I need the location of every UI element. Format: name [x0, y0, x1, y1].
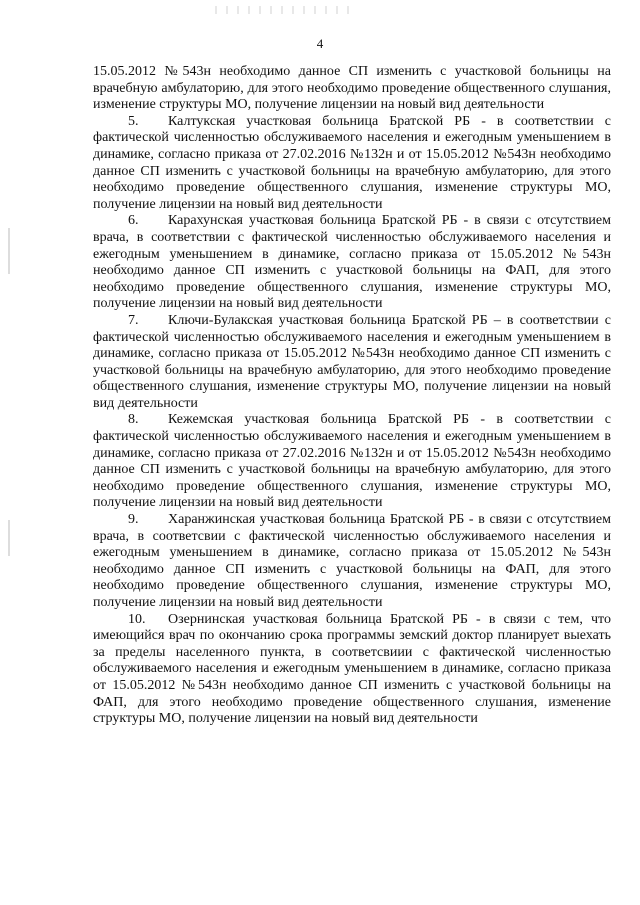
item-number: 5. — [128, 113, 139, 129]
page-number: 4 — [316, 36, 324, 51]
scan-artifact — [215, 6, 355, 14]
list-item-8 — [93, 412, 611, 512]
item-text: Калтукская участковая больница Братской РБ - в соответствии с фактической численностью обслуживаемого населения и ежегодным уменьшением в динамике, согласно приказа от 27.02.2016 №132н и от 15.05.2012 №543н необходимо данное СП изменить с участковой больницы на врачебную амбулаторию, для этого необходимо проведение общественного слушания, изменение структуры МО, получение лицензии на новый вид деятельности — [93, 113, 611, 212]
paragraph-text: 15.05.2012 №543н необходимо данное СП изменить с участковой больницы на врачебную амбулаторию, для этого необходимо проведение общественного слушания, изменение структуры МО, получение лицензии на новый вид деятельности — [93, 64, 611, 113]
item-number: 6. — [128, 213, 139, 229]
document-body — [93, 64, 611, 728]
item-text: Ключи-Булакская участковая больница Братской РБ – в соответствии с фактической численностью обслуживаемого населения и ежегодным уменьшением в динамике, согласно приказа от 15.05.2012 №543н необходимо данное СП изменить с участковой больницы на врачебную амбулаторию, для этого необходимо проведение общественного слушания, изменение структуры МО, получение лицензии на новый вид деятельности — [93, 312, 611, 411]
item-number: 9. — [128, 512, 139, 528]
item-text: Кежемская участковая больница Братской РБ - в соответствии с фактической численностью обслуживаемого населения и ежегодным уменьшением в динамике, согласно приказа от 27.02.2016 №132н и от 15.05.2012 №543н необходимо данное СП изменить с участковой больницы на врачебную амбулаторию, для этого необходимо проведение общественного слушания, изменение структуры МО, получение лицензии на новый вид деятельности — [93, 412, 611, 511]
scan-margin-mark — [8, 520, 10, 556]
list-item-7 — [93, 313, 611, 413]
item-text: Харанжинская участковая больница Братской РБ - в связи с отсутствием врача, в соответсвии с фактической численностью обслуживаемого населения и ежегодным уменьшением в динамике, согласно приказа от 15.05.2012 №543н необходимо данное СП изменить с участковой больницы на ФАП, для этого необходимо проведение общественного слушания, изменение структуры МО, получение лицензии на новый вид деятельности — [93, 512, 611, 610]
item-text: Озернинская участковая больница Братской РБ - в связи с тем, что имеющийся врач по окончанию срока программы земский доктор планирует выехать за пределы населенного пункта, в соответсвиии с фактической численностью обслуживаемого населения и ежегодным уменьшением в динамике, согласно приказа от 15.05.2012 №543н необходимо данное СП изменить с участковой больницы на ФАП, для этого необходимо проведение общественного слушания, изменение структуры МО, получение лицензии на новый вид деятельности — [93, 611, 611, 727]
scan-margin-mark — [8, 228, 10, 274]
list-item-6 — [93, 213, 611, 313]
item-number: 7. — [128, 312, 139, 328]
list-item-10 — [93, 612, 611, 728]
list-item-5 — [93, 114, 611, 214]
item-number: 8. — [128, 412, 139, 428]
item-number: 10. — [128, 611, 146, 627]
item-text: Карахунская участковая больница Братской РБ - в связи с отсутствием врача, в соответствии с фактической численностью обслуживаемого населения и ежегодным уменьшением в динамике, согласно приказа от 15.05.2012 №543н необходимо данное СП изменить с участковой больницы на ФАП, для этого необходимо проведение общественного слушания, изменение структуры МО, получение лицензии на новый вид деятельности — [93, 213, 611, 312]
list-item-9 — [93, 512, 611, 612]
paragraph-continuation — [93, 64, 611, 114]
